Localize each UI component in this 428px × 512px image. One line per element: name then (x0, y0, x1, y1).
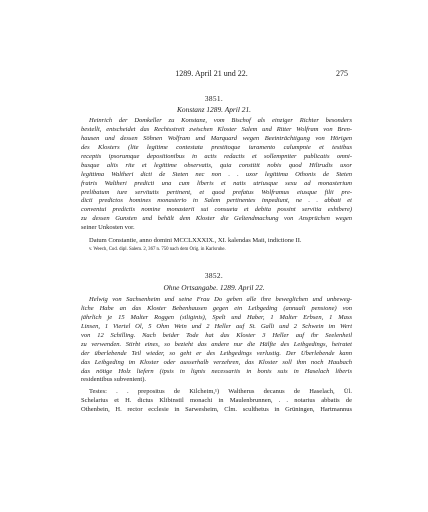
document-body-3852 (81, 296, 352, 385)
text-line: liche Habe an das Kloster Bebenhausen gegen ein Leibgeding (annuali pensione) von (81, 304, 352, 312)
text-line: residentibus subvenient). (81, 376, 146, 384)
document-body-3851 (81, 117, 352, 233)
testes-block (81, 388, 352, 415)
text-line: Schelarius et H. dictus Klibinstil monachi in Maulenbrunnen, . . notarius abbatis de (81, 396, 352, 404)
running-head: 1289. April 21 und 22. (175, 69, 248, 78)
document-place-date-3852: Ohne Ortsangabe. 1289. April 22. (163, 283, 265, 292)
document-datum-block-3851 (81, 237, 352, 255)
text-line: Helwig von Sachsenheim und seine Frau Do geben alle ihre beweglichen und unbeweg- (89, 296, 352, 303)
text-line: der überlebende Teil wieder, so geht er des Leibgedings verlustig. Der Überlebende kann (81, 349, 352, 357)
text-line: hausen und dessen Söhnen Wolfram und Marquard wegen Beeinträchtigung von Hörigen (81, 134, 352, 142)
text-line: conventui predictis nomine monasterii sui consueta et debita possint servitia exhibere) (81, 206, 352, 214)
text-line: das Leibgeding im Kloster oder ausserhalb verzehren, das Kloster soll ihm noch Haubach (81, 358, 352, 366)
text-line: bestellt, entscheidet das Rechtsstreit zwischen Kloster Salem und Ritter Wolfram von Bren- (81, 125, 352, 133)
text-line: jährlich je 15 Malter Roggen (siliginis), Spelt und Haber, 1 Malter Erbsen, 1 Mass (81, 313, 352, 321)
page-header (75, 69, 348, 81)
document-number-3851: 3851. (204, 94, 224, 103)
text-line: Othenbein, H. rector ecclesie in Sarwesheim, Clm. sculthetus in Grüningen, Hartmannus (81, 405, 352, 413)
text-line: von 12 Schilling. Nach beider Tode hat das Kloster 3 Heller auf ihr Seelenheil (81, 331, 352, 339)
text-line: seiner Unkosten vor. (81, 224, 135, 232)
document-place-date-3851: Konstanz 1289. April 21. (177, 105, 251, 114)
text-line: dicti predictos homines monasterio in Salem pertinentes impediunt, ne . . abbati et (81, 197, 352, 205)
text-line: prelibatum iure servitutis pertinent, et quod prefatus Wolframus eiusque filii pre- (81, 188, 352, 196)
datum-line: Datum Constantie, anno domini MCCLXXXIX., XI. kalendas Maii, indictione II. (89, 237, 302, 244)
source-note: v. Weech, Cod. dipl. Salem. 2, 367 n. 750 nach dem Orig. in Karlsruhe. (89, 246, 226, 252)
text-line: fratris Waltheri predicti una cum liberis et natis utriusque sexu ad monasterium (81, 179, 352, 187)
text-line: legittima Waltheri dicti de Steten nec non . . uxor legittima Othonis de Steten (81, 170, 352, 178)
text-line: zu verwenden. Stirbt eines, so bezieht das andere nur die Hälfte des Leibgedings, heiratet (81, 340, 352, 348)
text-line: das nötige Holz liefern (ipsis in lignis necessariis in bonis suis in Haselach liberis (81, 367, 352, 375)
page-number: 275 (336, 69, 348, 78)
text-line: Linsen, 1 Viertel Öl, 5 Ohm Wein und 2 Heller auf St. Galli und 2 Schwein im Wert (81, 322, 352, 330)
text-line: Testes: . . prepositus de Kilcheim,¹) Waltherus decanus de Haselach, Ül. (89, 388, 352, 395)
text-line: Heinrich der Domkeller zu Konstanz, vom Bischof als einziger Richter besonders (89, 117, 352, 124)
text-line: zu dessen Gunsten und behält dem Kloster die Geltendmachung von Ansprüchen wegen (81, 215, 352, 223)
text-line: receptis ipsorumque depositionibus in actis redactis et sollempniter publicatis omni- (81, 152, 352, 160)
text-line: busque aliis rite et legittime observatis, quia constitit nobis quod Hiltrudis uxor (81, 161, 352, 169)
document-number-3852: 3852. (204, 271, 224, 280)
text-line: des Klosters (lite legitime contestata prestitoque iuramento calumpnie et testibus (81, 143, 352, 151)
